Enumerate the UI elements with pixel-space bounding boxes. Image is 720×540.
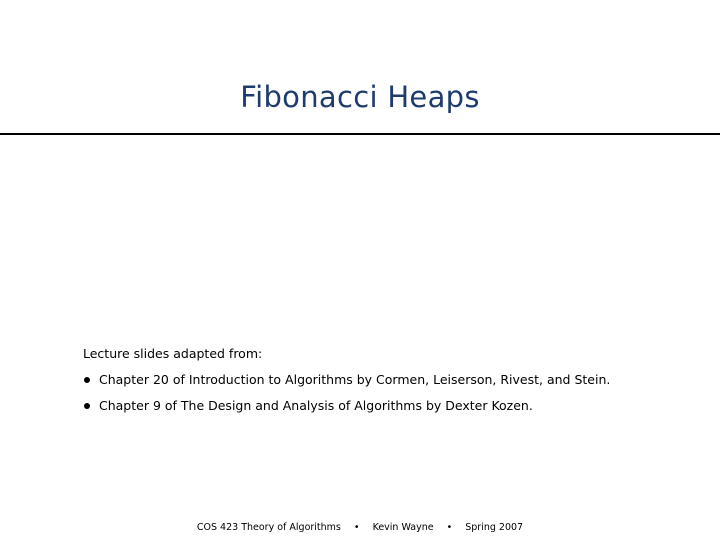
- bullet-text: Chapter 20 of Introduction to Algorithms by Cormen, Leiserson, Rivest, and Stein.: [99, 372, 611, 387]
- title-divider: [0, 133, 720, 135]
- bullet-text: Chapter 9 of The Design and Analysis of Algorithms by Dexter Kozen.: [99, 398, 533, 413]
- intro-text: Lecture slides adapted from:: [83, 346, 263, 361]
- bullet-icon: [84, 403, 90, 409]
- footer-separator: •: [353, 522, 360, 533]
- footer-course: COS 423 Theory of Algorithms: [196, 522, 341, 533]
- footer-term: Spring 2007: [465, 522, 524, 533]
- list-item: [83, 371, 610, 389]
- list-item: [83, 397, 610, 415]
- footer-author: Kevin Wayne: [372, 522, 434, 533]
- slide-footer: [0, 521, 720, 535]
- slide-title: Fibonacci Heaps: [240, 80, 480, 114]
- bullet-icon: [84, 377, 90, 383]
- footer-separator: •: [446, 522, 453, 533]
- bullet-list: [83, 371, 610, 423]
